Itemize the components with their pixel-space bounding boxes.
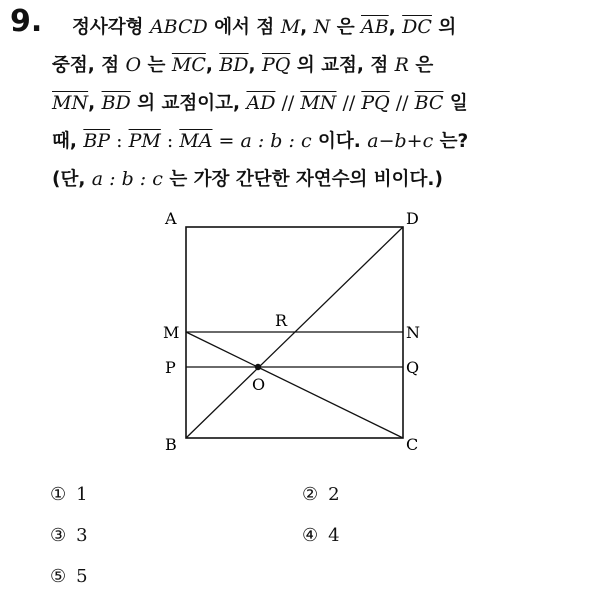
math-segment-pq: $\overline{PQ}$ [361,92,390,114]
question-line-4 [52,122,592,160]
choice-3[interactable] [50,525,88,546]
choice-marker: ② [302,484,319,505]
text-segment: 정사각형 [72,17,150,38]
math-segment-mn: $\overline{MN}$ [300,92,337,114]
text-segment: 일 [443,93,468,114]
label-q: Q [406,358,420,377]
choice-value: 4 [328,525,340,546]
text-segment: 는 가장 간단한 자연수의 비이다.) [162,169,443,190]
text-segment: , [248,55,263,76]
label-d: D [406,209,419,228]
math-segment-pq: $\overline{PQ}$ [262,54,291,76]
choice-marker: ⑤ [50,566,67,587]
label-r: R [275,311,288,330]
text-segment: 이다. [311,131,368,152]
math-segment-dc: $\overline{DC}$ [402,16,432,38]
text-segment: , [205,55,220,76]
math-point-n: N [313,16,331,38]
math-square-name: ABCD [149,16,208,38]
math-segment-pm: $\overline{PM}$ [128,130,161,152]
label-a: A [165,209,177,228]
math-segment-bd: $\overline{BD}$ [219,54,249,76]
text-segment: , [88,93,102,114]
ratio-colon: : [160,130,180,152]
math-ratio-abc: a : b : c [91,168,163,190]
parallel-symbol: // [275,92,301,114]
text-segment: 는? [433,131,469,152]
question-number: 9. [10,4,43,39]
math-segment-bd: $\overline{BD}$ [101,92,131,114]
segment-mc [186,332,403,438]
text-segment: 의 교점, 점 [290,55,395,76]
math-expression: a−b+c [367,130,434,152]
math-point-r: R [394,54,409,76]
math-segment-ad: $\overline{AD}$ [246,92,276,114]
label-p: P [165,358,176,377]
math-segment-bc: $\overline{BC}$ [414,92,444,114]
math-segment-ma: $\overline{MA}$ [179,130,213,152]
point-o-dot [255,364,261,370]
choice-4[interactable] [302,525,340,546]
choice-value: 5 [76,566,88,587]
choice-marker: ③ [50,525,67,546]
choice-5[interactable] [50,566,88,587]
label-o: O [252,375,266,394]
label-b: B [165,435,177,454]
text-segment: 은 [330,17,362,38]
math-point-m: M [280,16,301,38]
text-segment: 중점, 점 [52,55,126,76]
math-segment-bp: $\overline{BP}$ [83,130,111,152]
text-segment: 에서 점 [207,17,281,38]
text-segment: 의 [431,17,457,38]
choice-marker: ④ [302,525,319,546]
math-segment-mn: $\overline{MN}$ [52,92,89,114]
text-segment: 은 [408,55,434,76]
equals-sign: = [212,130,241,152]
ratio-colon: : [110,130,129,152]
text-segment: 는 [141,55,172,76]
geometry-diagram [150,200,440,460]
choice-1[interactable] [50,484,88,505]
label-m: M [163,323,180,342]
choice-marker: ① [50,484,67,505]
question-line-1 [52,8,592,46]
text-segment: 의 교점이고, [130,93,247,114]
parallel-symbol: // [336,92,362,114]
label-n: N [406,323,420,342]
text-segment: (단, [52,169,92,190]
label-c: C [406,435,419,454]
choice-value: 1 [76,484,88,505]
text-segment: , [388,17,403,38]
choice-2[interactable] [302,484,340,505]
question-line-5 [52,160,592,198]
math-ratio-abc: a : b : c [240,130,312,152]
math-point-o: O [125,54,142,76]
choice-value: 3 [76,525,88,546]
geometry-figure [150,200,440,460]
choice-value: 2 [328,484,340,505]
math-segment-mc: $\overline{MC}$ [171,54,206,76]
question-text [52,8,592,198]
math-segment-ab: $\overline{AB}$ [361,16,389,38]
question-line-3 [52,84,592,122]
parallel-symbol: // [389,92,415,114]
text-segment: , [300,17,314,38]
question-line-2 [52,46,592,84]
text-segment: 때, [52,131,84,152]
